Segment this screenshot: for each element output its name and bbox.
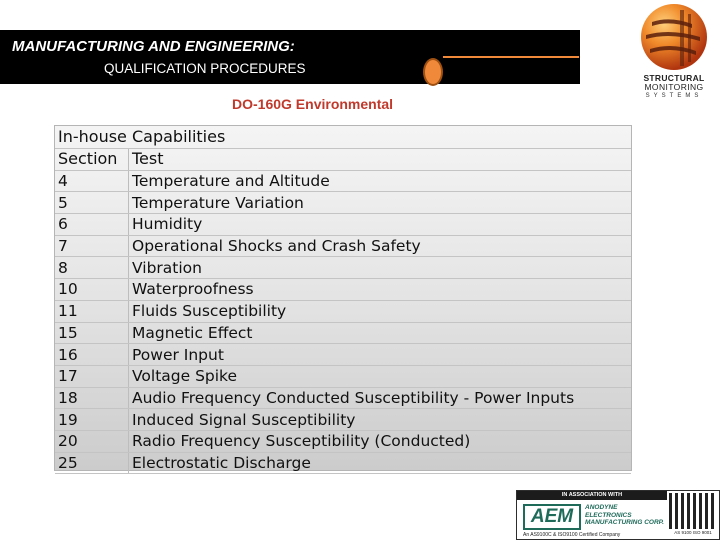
section-number-cell: 18 [55, 387, 129, 409]
logo-line-1: STRUCTURAL [643, 73, 705, 83]
table-row [55, 387, 631, 409]
orange-line-decoration [443, 56, 579, 58]
section-number-cell: 17 [55, 365, 129, 387]
company-logo [630, 2, 718, 104]
aem-company-name [585, 504, 665, 527]
section-number-cell: 7 [55, 235, 129, 257]
table-row [55, 235, 631, 257]
certification-seals-icon [669, 493, 717, 537]
aem-company-line-3: MANUFACTURING CORP. [585, 519, 664, 526]
section-number-cell: 6 [55, 214, 129, 236]
table-row [55, 214, 631, 236]
logo-wordmark [630, 74, 718, 101]
globe-logo-icon [630, 2, 718, 74]
table-body [55, 170, 631, 474]
section-number-cell: 16 [55, 344, 129, 366]
section-number-cell: 15 [55, 322, 129, 344]
test-name-cell: Waterproofness [129, 279, 632, 301]
capabilities-grid [55, 149, 631, 474]
table-caption: In-house Capabilities [55, 126, 631, 149]
capabilities-table [54, 125, 632, 471]
column-header-test: Test [129, 149, 632, 170]
table-row [55, 300, 631, 322]
column-header-section: Section [55, 149, 129, 170]
aem-company-line-1: ANODYNE [585, 504, 618, 511]
section-number-cell: 8 [55, 257, 129, 279]
header-title: MANUFACTURING AND ENGINEERING: [12, 38, 295, 55]
association-badge [516, 490, 720, 540]
table-row [55, 365, 631, 387]
test-name-cell: Temperature Variation [129, 192, 632, 214]
test-name-cell: Power Input [129, 344, 632, 366]
test-name-cell: Radio Frequency Susceptibility (Conducted) [129, 430, 632, 452]
test-name-cell: Fluids Susceptibility [129, 300, 632, 322]
test-name-cell: Temperature and Altitude [129, 170, 632, 192]
section-heading: DO-160G Environmental [232, 96, 394, 112]
header-subtitle: QUALIFICATION PROCEDURES [104, 61, 306, 76]
association-banner: IN ASSOCIATION WITH [517, 491, 667, 500]
table-row [55, 409, 631, 431]
test-name-cell: Operational Shocks and Crash Safety [129, 235, 632, 257]
table-row [55, 170, 631, 192]
table-row [55, 257, 631, 279]
section-number-cell: 5 [55, 192, 129, 214]
test-name-cell: Humidity [129, 214, 632, 236]
table-row [55, 452, 631, 474]
test-name-cell: Magnetic Effect [129, 322, 632, 344]
logo-line-2: MONITORING [644, 82, 704, 92]
section-number-cell: 19 [55, 409, 129, 431]
table-row [55, 344, 631, 366]
aem-company-line-2: ELECTRONICS [585, 511, 632, 519]
section-number-cell: 10 [55, 279, 129, 301]
table-row [55, 192, 631, 214]
test-name-cell: Vibration [129, 257, 632, 279]
table-row [55, 279, 631, 301]
table-row [55, 322, 631, 344]
certification-seal-label: AS 9100 ISO 9001 [669, 529, 717, 537]
section-number-cell: 4 [55, 170, 129, 192]
section-number-cell: 25 [55, 452, 129, 474]
test-name-cell: Audio Frequency Conducted Susceptibility - Power Inputs [129, 387, 632, 409]
test-name-cell: Voltage Spike [129, 365, 632, 387]
logo-line-3: SYSTEMS [645, 93, 703, 99]
table-row [55, 430, 631, 452]
aem-certification-text: An AS9100C & ISO9100 Certified Company [523, 532, 621, 538]
section-number-cell: 20 [55, 430, 129, 452]
table-header-row [55, 149, 631, 170]
orange-dot-decoration [423, 58, 443, 86]
test-name-cell: Induced Signal Susceptibility [129, 409, 632, 431]
aem-logo-mark: AEM [523, 504, 581, 530]
section-number-cell: 11 [55, 300, 129, 322]
test-name-cell: Electrostatic Discharge [129, 452, 632, 474]
header-banner [0, 30, 580, 84]
